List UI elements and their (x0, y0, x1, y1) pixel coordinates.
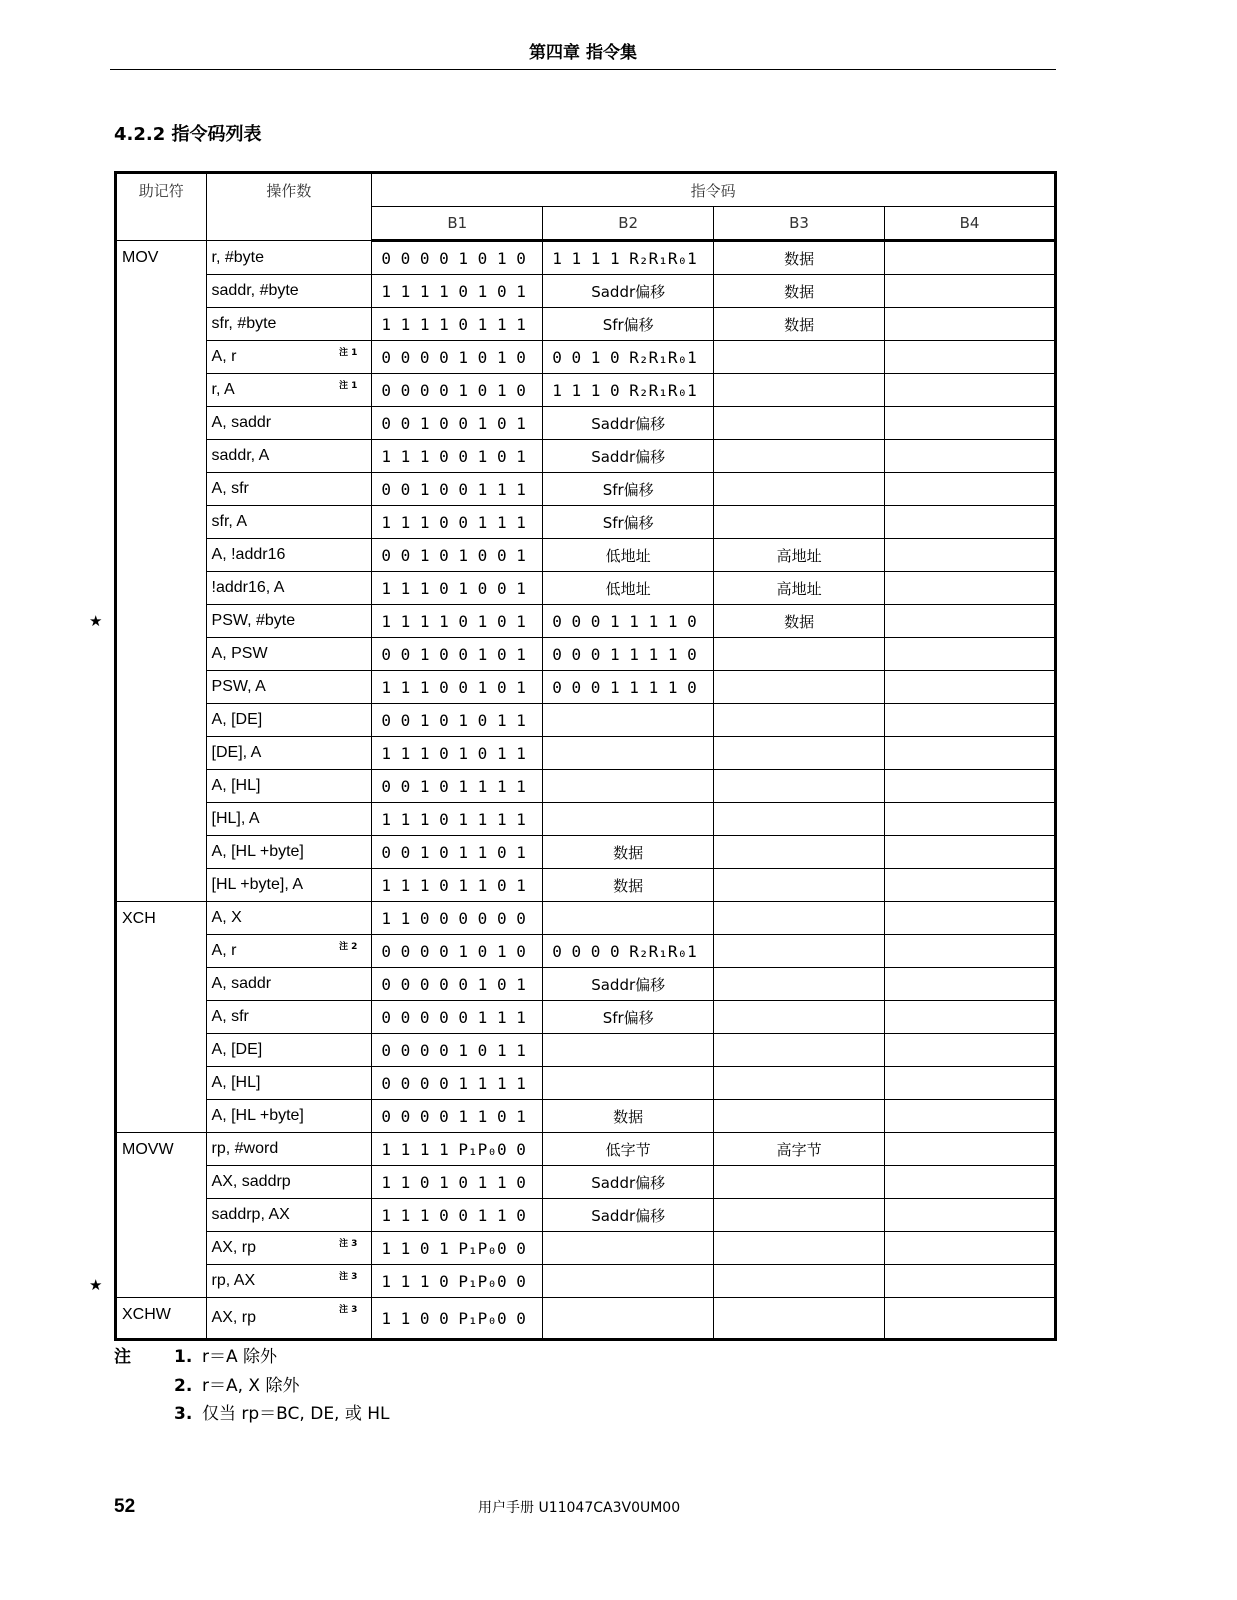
b4-cell (885, 803, 1056, 836)
b4-cell (885, 506, 1056, 539)
b2-cell (543, 902, 714, 935)
operand-cell (206, 407, 372, 440)
b2-cell: 0 0 0 1 1 1 1 0 (543, 638, 714, 671)
b1-cell: 1 1 1 0 1 0 0 1 (372, 572, 543, 605)
b2-cell: 低地址 (543, 572, 714, 605)
mnemonic-cell: MOV (116, 241, 207, 902)
operand-text: A, [HL +byte] (211, 1107, 304, 1124)
operand-text: A, r (211, 348, 237, 365)
b1-cell: 0 0 0 0 1 0 1 0 (372, 241, 543, 275)
b2-cell (543, 803, 714, 836)
b2-cell: 数据 (543, 869, 714, 902)
b4-cell (885, 605, 1056, 638)
b1-cell: 0 0 0 0 1 1 0 1 (372, 1100, 543, 1133)
b4-cell (885, 1265, 1056, 1298)
chapter-title: 第四章 指令集 (529, 43, 637, 63)
b4-cell (885, 308, 1056, 341)
b4-cell (885, 1166, 1056, 1199)
b3-cell (714, 1034, 885, 1067)
b3-cell: 数据 (714, 308, 885, 341)
table-row (116, 803, 1056, 836)
b3-cell: 数据 (714, 241, 885, 275)
operand-cell (206, 704, 372, 737)
note-item (174, 1399, 390, 1424)
b4-cell (885, 836, 1056, 869)
b3-cell: 数据 (714, 605, 885, 638)
b3-cell (714, 1001, 885, 1034)
b3-cell (714, 671, 885, 704)
table-row (116, 1166, 1056, 1199)
b2-cell (543, 1232, 714, 1265)
b4-cell (885, 473, 1056, 506)
b4-cell (885, 737, 1056, 770)
table-row (116, 473, 1056, 506)
table-row (116, 308, 1056, 341)
table-row (116, 968, 1056, 1001)
operand-cell (206, 1001, 372, 1034)
operand-text: A, [DE] (211, 1041, 263, 1058)
b3-cell (714, 1199, 885, 1232)
b1-cell: 1 1 1 0 0 1 0 1 (372, 671, 543, 704)
b4-cell (885, 770, 1056, 803)
operand-cell (206, 572, 372, 605)
b4-cell (885, 1100, 1056, 1133)
table-row (116, 539, 1056, 572)
operand-cell (206, 902, 372, 935)
table-row (116, 704, 1056, 737)
table-row (116, 902, 1056, 935)
b4-cell (885, 341, 1056, 374)
note-number: 1. (174, 1347, 193, 1367)
b1-cell: 1 1 1 0 0 1 0 1 (372, 440, 543, 473)
header-b1: B1 (372, 207, 543, 241)
header-b4: B4 (885, 207, 1056, 241)
b3-cell (714, 869, 885, 902)
b3-cell (714, 737, 885, 770)
table-row (116, 605, 1056, 638)
b1-cell: 1 1 1 0 P₁P₀0 0 (372, 1265, 543, 1298)
b1-cell: 0 0 0 0 1 0 1 0 (372, 935, 543, 968)
table-row (116, 869, 1056, 902)
b3-cell (714, 836, 885, 869)
table-row (116, 836, 1056, 869)
b1-cell: 1 1 1 0 1 1 1 1 (372, 803, 543, 836)
table-row (116, 506, 1056, 539)
b3-cell: 数据 (714, 275, 885, 308)
operand-text: A, sfr (211, 480, 249, 497)
operand-cell (206, 1133, 372, 1166)
table-row (116, 1067, 1056, 1100)
operand-text: [HL], A (211, 810, 260, 827)
header-operand: 操作数 (206, 173, 372, 241)
operand-text: A, X (211, 909, 242, 926)
operand-text: rp, #word (211, 1140, 279, 1157)
operand-text: A, saddr (211, 414, 272, 431)
mnemonic-cell: MOVW (116, 1133, 207, 1298)
b2-cell: 数据 (543, 1100, 714, 1133)
note-reference: 注 1 (338, 348, 358, 358)
b3-cell: 高地址 (714, 539, 885, 572)
mnemonic-cell: XCH (116, 902, 207, 1133)
b2-cell (543, 704, 714, 737)
b4-cell (885, 241, 1056, 275)
note-reference: 注 2 (338, 942, 358, 952)
table-row (116, 1133, 1056, 1166)
b2-cell: Saddr偏移 (543, 275, 714, 308)
b3-cell (714, 968, 885, 1001)
header-b3: B3 (714, 207, 885, 241)
b2-cell: 1 1 1 1 R₂R₁R₀1 (543, 241, 714, 275)
operand-cell (206, 770, 372, 803)
b2-cell (543, 737, 714, 770)
b4-cell (885, 1232, 1056, 1265)
operand-text: PSW, #byte (211, 612, 296, 629)
operand-cell (206, 539, 372, 572)
table-row (116, 1232, 1056, 1265)
table-row (116, 638, 1056, 671)
operand-text: A, r (211, 942, 237, 959)
b2-cell: Saddr偏移 (543, 968, 714, 1001)
note-reference: 注 3 (338, 1305, 358, 1315)
operand-cell (206, 836, 372, 869)
operand-text: A, !addr16 (211, 546, 286, 563)
b4-cell (885, 1298, 1056, 1340)
operand-cell (206, 1100, 372, 1133)
b2-cell: Saddr偏移 (543, 1166, 714, 1199)
b2-cell: 0 0 0 0 R₂R₁R₀1 (543, 935, 714, 968)
operand-text: saddr, A (211, 447, 270, 464)
b4-cell (885, 1001, 1056, 1034)
b2-cell: Saddr偏移 (543, 440, 714, 473)
b4-cell (885, 374, 1056, 407)
header-opcode: 指令码 (372, 173, 1056, 207)
operand-text: AX, saddrp (211, 1173, 291, 1190)
operand-cell (206, 440, 372, 473)
b3-cell (714, 506, 885, 539)
b2-cell: Sfr偏移 (543, 308, 714, 341)
table-row (116, 1100, 1056, 1133)
b1-cell: 0 0 1 0 1 1 0 1 (372, 836, 543, 869)
operand-cell (206, 506, 372, 539)
page-number: 52 (114, 1496, 136, 1517)
notes-label: 注 (114, 1347, 131, 1367)
operand-cell (206, 1298, 372, 1340)
operand-cell (206, 869, 372, 902)
b3-cell (714, 1265, 885, 1298)
b3-cell (714, 374, 885, 407)
note-item (174, 1342, 277, 1367)
b2-cell (543, 1298, 714, 1340)
section-heading: 4.2.2 指令码列表 (114, 124, 262, 145)
b2-cell: 0 0 1 0 R₂R₁R₀1 (543, 341, 714, 374)
operand-text: sfr, A (211, 513, 248, 530)
note-text: r＝A 除外 (202, 1347, 278, 1367)
operand-cell (206, 1199, 372, 1232)
operand-cell (206, 737, 372, 770)
b1-cell: 1 1 0 1 P₁P₀0 0 (372, 1232, 543, 1265)
note-number: 3. (174, 1404, 193, 1424)
b3-cell (714, 1298, 885, 1340)
b1-cell: 1 1 1 1 P₁P₀0 0 (372, 1133, 543, 1166)
table-row (116, 671, 1056, 704)
table-row (116, 935, 1056, 968)
b2-cell: Saddr偏移 (543, 407, 714, 440)
b4-cell (885, 1199, 1056, 1232)
operand-cell (206, 341, 372, 374)
b4-cell (885, 869, 1056, 902)
b1-cell: 1 1 1 0 0 1 1 1 (372, 506, 543, 539)
b1-cell: 1 1 1 1 0 1 0 1 (372, 275, 543, 308)
operand-text: saddrp, AX (211, 1206, 290, 1223)
footer-doc-id: 用户手册 U11047CA3V0UM00 (478, 1500, 681, 1516)
b3-cell (714, 1100, 885, 1133)
operand-cell (206, 638, 372, 671)
b3-cell (714, 770, 885, 803)
operand-text: AX, rp (211, 1239, 256, 1256)
operand-cell (206, 605, 372, 638)
b2-cell: 0 0 0 1 1 1 1 0 (543, 605, 714, 638)
operand-cell (206, 374, 372, 407)
table-row (116, 1199, 1056, 1232)
b4-cell (885, 440, 1056, 473)
table-row (116, 241, 1056, 275)
operand-cell (206, 1232, 372, 1265)
b1-cell: 1 1 1 1 0 1 1 1 (372, 308, 543, 341)
table-row (116, 572, 1056, 605)
b4-cell (885, 1034, 1056, 1067)
operand-cell (206, 1265, 372, 1298)
b1-cell: 1 1 1 0 1 0 1 1 (372, 737, 543, 770)
operand-cell (206, 1034, 372, 1067)
b1-cell: 0 0 1 0 0 1 1 1 (372, 473, 543, 506)
operand-cell (206, 1166, 372, 1199)
b1-cell: 0 0 0 0 1 0 1 0 (372, 374, 543, 407)
table-row (116, 407, 1056, 440)
b4-cell (885, 572, 1056, 605)
header-rule (110, 69, 1056, 70)
table-row (116, 1001, 1056, 1034)
b3-cell (714, 1166, 885, 1199)
operand-text: A, PSW (211, 645, 268, 662)
b2-cell: Sfr偏移 (543, 473, 714, 506)
b4-cell (885, 968, 1056, 1001)
b3-cell (714, 1232, 885, 1265)
operand-cell (206, 275, 372, 308)
b2-cell (543, 1067, 714, 1100)
b4-cell (885, 1067, 1056, 1100)
operand-cell (206, 935, 372, 968)
table-row (116, 1298, 1056, 1340)
operand-cell (206, 968, 372, 1001)
operand-text: [HL +byte], A (211, 876, 303, 893)
operand-text: saddr, #byte (211, 282, 299, 299)
b4-cell (885, 275, 1056, 308)
b1-cell: 0 0 0 0 0 1 1 1 (372, 1001, 543, 1034)
note-text: 仅当 rp＝BC, DE, 或 HL (202, 1404, 390, 1424)
b2-cell: 低地址 (543, 539, 714, 572)
operand-text: A, saddr (211, 975, 272, 992)
b3-cell (714, 902, 885, 935)
b2-cell: Sfr偏移 (543, 1001, 714, 1034)
note-item (174, 1371, 299, 1396)
table-row (116, 737, 1056, 770)
operand-text: rp, AX (211, 1272, 256, 1289)
operand-cell (206, 1067, 372, 1100)
b1-cell: 1 1 1 0 1 1 0 1 (372, 869, 543, 902)
b1-cell: 1 1 0 1 0 1 1 0 (372, 1166, 543, 1199)
operand-text: [DE], A (211, 744, 262, 761)
table-row (116, 1034, 1056, 1067)
b1-cell: 1 1 1 1 0 1 0 1 (372, 605, 543, 638)
table-row (116, 275, 1056, 308)
b1-cell: 0 0 1 0 1 0 1 1 (372, 704, 543, 737)
b4-cell (885, 704, 1056, 737)
operand-cell (206, 308, 372, 341)
b2-cell (543, 1034, 714, 1067)
b4-cell (885, 539, 1056, 572)
operand-text: !addr16, A (211, 579, 285, 596)
operand-text: r, #byte (211, 248, 265, 266)
note-reference: 注 3 (338, 1272, 358, 1282)
table-row (116, 374, 1056, 407)
b2-cell (543, 770, 714, 803)
b2-cell: 数据 (543, 836, 714, 869)
change-mark-star: ★ (89, 1277, 103, 1294)
b1-cell: 0 0 1 0 0 1 0 1 (372, 638, 543, 671)
table-row (116, 341, 1056, 374)
b1-cell: 1 1 0 0 0 0 0 0 (372, 902, 543, 935)
b3-cell (714, 440, 885, 473)
b2-cell: Sfr偏移 (543, 506, 714, 539)
operand-text: sfr, #byte (211, 315, 277, 332)
change-mark-star: ★ (89, 613, 103, 630)
b4-cell (885, 638, 1056, 671)
b2-cell: 低字节 (543, 1133, 714, 1166)
b4-cell (885, 902, 1056, 935)
operand-text: A, [DE] (211, 711, 263, 728)
b4-cell (885, 671, 1056, 704)
b4-cell (885, 935, 1056, 968)
b1-cell: 0 0 1 0 0 1 0 1 (372, 407, 543, 440)
operand-text: r, A (211, 381, 235, 398)
b1-cell: 1 1 0 0 P₁P₀0 0 (372, 1298, 543, 1340)
operand-cell (206, 803, 372, 836)
operand-cell (206, 473, 372, 506)
b3-cell (714, 638, 885, 671)
operand-text: PSW, A (211, 678, 266, 695)
b3-cell (714, 473, 885, 506)
b3-cell (714, 803, 885, 836)
operand-text: A, [HL] (211, 1074, 261, 1091)
b3-cell: 高字节 (714, 1133, 885, 1166)
b2-cell: 1 1 1 0 R₂R₁R₀1 (543, 374, 714, 407)
note-number: 2. (174, 1376, 193, 1396)
note-reference: 注 3 (338, 1239, 358, 1249)
note-reference: 注 1 (338, 381, 358, 391)
b3-cell (714, 935, 885, 968)
b1-cell: 0 0 0 0 0 1 0 1 (372, 968, 543, 1001)
b2-cell (543, 1265, 714, 1298)
operand-text: A, [HL +byte] (211, 843, 304, 860)
header-b2: B2 (543, 207, 714, 241)
table-row (116, 440, 1056, 473)
b1-cell: 0 0 0 0 1 0 1 1 (372, 1034, 543, 1067)
opcode-table (114, 171, 1057, 1341)
operand-cell (206, 241, 372, 275)
b1-cell: 0 0 1 0 1 0 0 1 (372, 539, 543, 572)
b2-cell: 0 0 0 1 1 1 1 0 (543, 671, 714, 704)
b4-cell (885, 407, 1056, 440)
operand-cell (206, 671, 372, 704)
operand-text: A, [HL] (211, 777, 261, 794)
operand-text: A, sfr (211, 1008, 249, 1025)
b1-cell: 1 1 1 0 0 1 1 0 (372, 1199, 543, 1232)
b3-cell (714, 1067, 885, 1100)
b1-cell: 0 0 1 0 1 1 1 1 (372, 770, 543, 803)
table-row (116, 1265, 1056, 1298)
b3-cell (714, 341, 885, 374)
b2-cell: Saddr偏移 (543, 1199, 714, 1232)
b3-cell (714, 407, 885, 440)
b3-cell: 高地址 (714, 572, 885, 605)
b1-cell: 0 0 0 0 1 1 1 1 (372, 1067, 543, 1100)
mnemonic-cell: XCHW (116, 1298, 207, 1340)
header-mnemonic: 助记符 (116, 173, 207, 241)
b3-cell (714, 704, 885, 737)
b1-cell: 0 0 0 0 1 0 1 0 (372, 341, 543, 374)
note-text: r＝A, X 除外 (202, 1376, 300, 1396)
table-row (116, 770, 1056, 803)
table-body (116, 241, 1056, 1340)
b4-cell (885, 1133, 1056, 1166)
operand-text: AX, rp (211, 1309, 256, 1326)
